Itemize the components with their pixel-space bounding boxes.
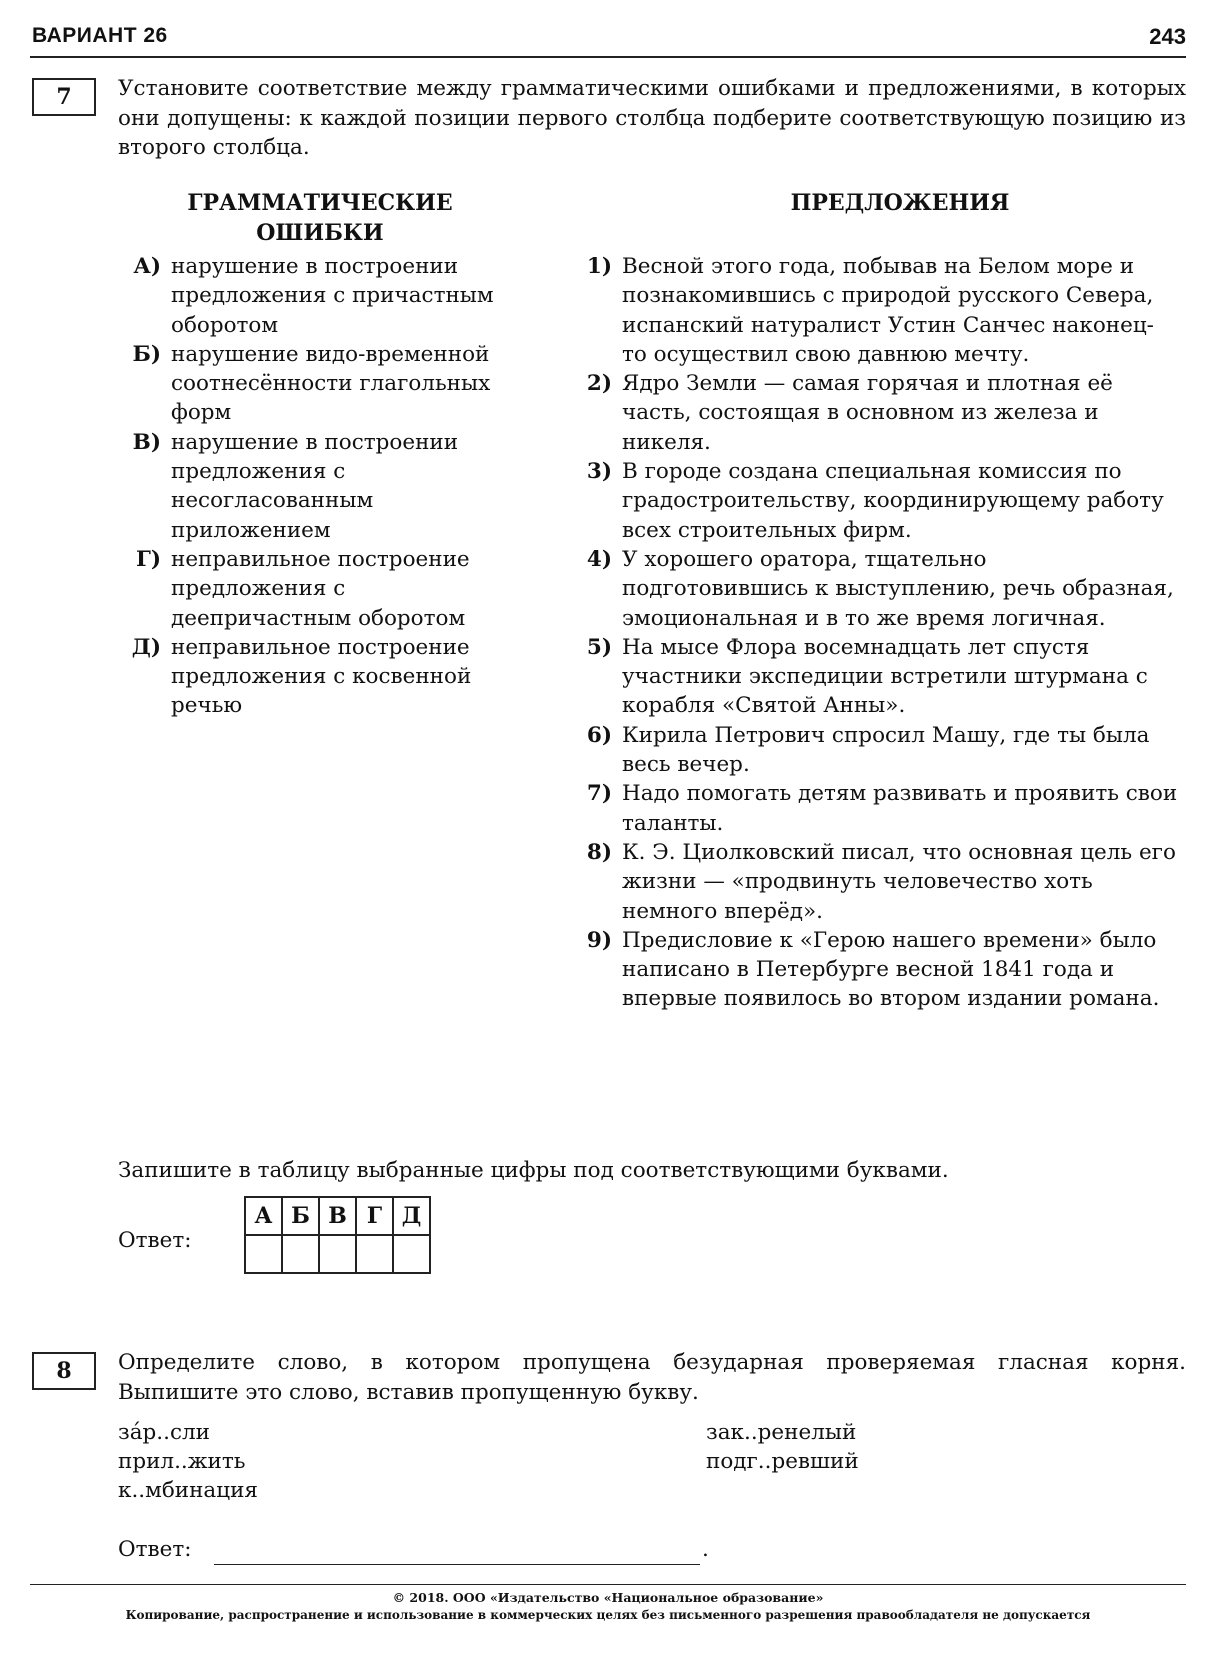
answer-header-v: В bbox=[319, 1197, 356, 1235]
error-item: А) нарушение в построении предложения с причастным оборотом bbox=[133, 254, 494, 338]
error-item: Д) неправильное построение предложения с косвенной речью bbox=[131, 634, 472, 719]
task-7-number: 7 bbox=[56, 84, 72, 110]
answer-cell-b[interactable] bbox=[282, 1235, 319, 1273]
task-8-words-left bbox=[118, 1418, 258, 1505]
sentence-item: 3) В городе создана специальная комиссия по градостроительству, координирующему работу всех строительных фирм. bbox=[586, 459, 1164, 543]
answer-cell-d[interactable] bbox=[393, 1235, 430, 1273]
sentences-list bbox=[578, 252, 1178, 1014]
page-header bbox=[30, 20, 1186, 58]
task-8-answer-field[interactable] bbox=[214, 1536, 700, 1565]
error-item: Г) неправильное построение предложения с деепричастным оборотом bbox=[135, 546, 470, 631]
variant-label: ВАРИАНТ 26 bbox=[32, 24, 168, 47]
footer-divider bbox=[30, 1584, 1186, 1585]
errors-heading: ГРАММАТИЧЕСКИЕ ОШИБКИ bbox=[187, 190, 453, 246]
task-8-answer-label: Ответ: bbox=[118, 1537, 192, 1562]
footer-notice: Копирование, распространение и использование в коммерческих целях без письменного разрешения правообладателя не допускается bbox=[125, 1608, 1091, 1622]
answer-header-a: А bbox=[245, 1197, 282, 1235]
answer-header-g: Г bbox=[356, 1197, 393, 1235]
task-8-words-right bbox=[706, 1418, 859, 1476]
answer-cell-v[interactable] bbox=[319, 1235, 356, 1273]
answer-end-period: . bbox=[702, 1537, 709, 1562]
error-item: В) нарушение в построении предложения с несогласованным приложением bbox=[132, 429, 459, 543]
task-8-number-box bbox=[32, 1352, 96, 1390]
task-8-number: 8 bbox=[56, 1358, 72, 1384]
sentence-item: 5) На мысе Флора восемнадцать лет спустя участники экспедиции встретили штурмана с корабля «Святой Анны». bbox=[586, 634, 1148, 719]
sentence-item: 9) Предисловие к «Герою нашего времени» было написано в Петербурге весной 1841 года и впервые появилось во втором издании романа. bbox=[586, 927, 1160, 1012]
task-7-instruction: Запишите в таблицу выбранные цифры под соответствующими буквами. bbox=[118, 1158, 949, 1183]
task-7-answer-table bbox=[244, 1196, 431, 1274]
word-option: прил..жить bbox=[118, 1449, 246, 1474]
error-item: Б) нарушение видо-временной соотнесённости глагольных форм bbox=[132, 341, 491, 426]
errors-list bbox=[120, 252, 520, 721]
word-option: зак..ренелый bbox=[706, 1420, 857, 1445]
word-option: подг..ревший bbox=[706, 1449, 859, 1474]
task-7-text: Установите соответствие между грамматическими ошибками и предложениями, в которых они допущены: к каждой позиции первого столбца подберите соответствующую позицию из второго столбца. bbox=[118, 76, 1186, 160]
sentences-heading: ПРЕДЛОЖЕНИЯ bbox=[790, 190, 1010, 216]
task-7-answer-label: Ответ: bbox=[118, 1228, 192, 1253]
sentence-item: 7) Надо помогать детям развивать и проявить свои таланты. bbox=[586, 781, 1178, 836]
sentence-item: 4) У хорошего оратора, тщательно подготовившись к выступлению, речь образная, эмоциональная и в то же время логичная. bbox=[586, 546, 1174, 631]
answer-cell-a[interactable] bbox=[245, 1235, 282, 1273]
sentence-item: 2) Ядро Земли — самая горячая и плотная её часть, состоящая в основном из железа и никеля. bbox=[586, 371, 1113, 455]
sentence-item: 8) К. Э. Циолковский писал, что основная цель его жизни — «продвинуть человечество хоть немного вперёд». bbox=[586, 839, 1176, 924]
word-option: за́р..сли bbox=[118, 1420, 211, 1445]
sentence-item: 6) Кирила Петрович спросил Машу, где ты была весь вечер. bbox=[586, 722, 1150, 778]
task-7-number-box bbox=[32, 78, 96, 116]
word-option: к..мбинация bbox=[118, 1478, 258, 1503]
answer-cell-g[interactable] bbox=[356, 1235, 393, 1273]
task-8-text: Определите слово, в котором пропущена безударная проверяемая гласная корня. Выпишите это слово, вставив пропущенную букву. bbox=[118, 1350, 1186, 1405]
page-number: 243 bbox=[1149, 24, 1186, 49]
sentence-item: 1) Весной этого года, побывав на Белом море и познакомившись с природой русского Севера, испанский натуралист Устин Санчес наконец-то осуществил свою давнюю мечту. bbox=[586, 254, 1154, 367]
answer-header-b: Б bbox=[282, 1197, 319, 1235]
answer-header-d: Д bbox=[393, 1197, 430, 1235]
footer-copyright: © 2018. ООО «Издательство «Национальное образование» bbox=[392, 1590, 824, 1605]
